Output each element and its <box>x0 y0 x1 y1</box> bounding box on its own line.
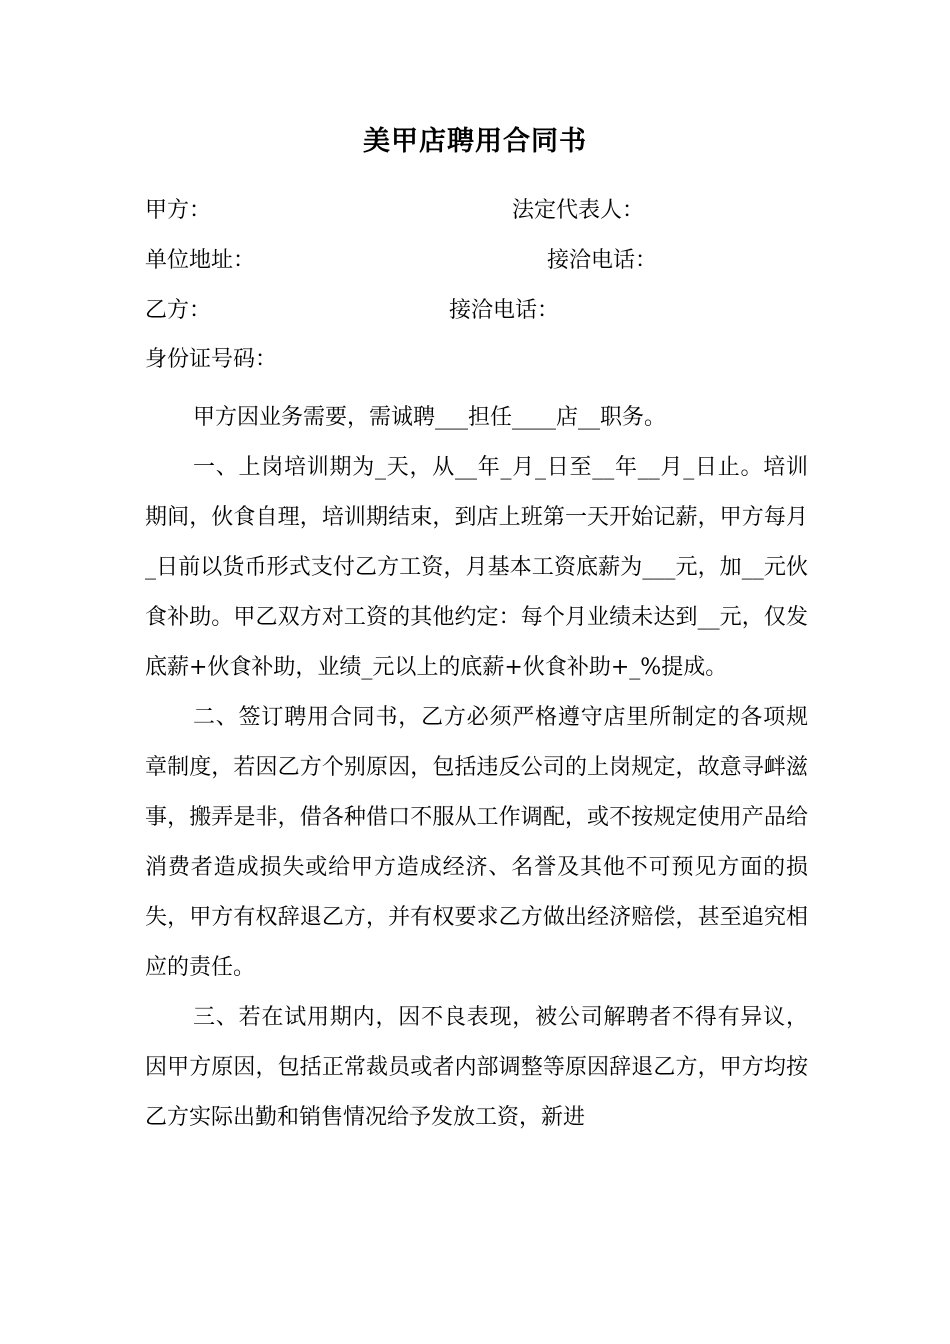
party-b-phone-label: 接洽电话： <box>449 298 560 323</box>
clause-1-paragraph: 一、上岗培训期为_天，从__年_月_日至__年__月_日止。培训期间，伙食自理，培训期结束，到店上班第一天开始记薪，甲方每月_日前以货币形式支付乙方工资，月基本工资底薪为___元，加__元伙食补助。甲乙双方对工资的其他约定：每个月业绩未达到__元，仅发底薪+伙食补助，业绩_元以上的底薪+伙食补助+_%提成。 <box>145 455 808 680</box>
id-number-label: 身份证号码： <box>145 347 278 372</box>
contract-body <box>145 393 808 1143</box>
document-title: 美甲店聘用合同书 <box>363 126 587 157</box>
clause-2-paragraph: 二、签订聘用合同书，乙方必须严格遵守店里所制定的各项规章制度，若因乙方个别原因，包括违反公司的上岗规定，故意寻衅滋事，搬弄是非，借各种借口不服从工作调配，或不按规定使用产品给消费者造成损失或给甲方造成经济、名誉及其他不可预见方面的损失，甲方有权辞退乙方，并有权要求乙方做出经济赔偿，甚至追究相应的责任。 <box>145 705 808 980</box>
party-a-label: 甲方： <box>145 198 212 223</box>
intro-paragraph: 甲方因业务需要，需诚聘___担任____店__职务。 <box>193 405 667 430</box>
party-b-label: 乙方： <box>145 298 212 323</box>
company-address-label: 单位地址： <box>145 248 256 273</box>
party-a-phone-label: 接洽电话： <box>547 248 658 273</box>
clause-3-paragraph: 三、若在试用期内，因不良表现，被公司解聘者不得有异议，因甲方原因，包括正常裁员或者内部调整等原因辞退乙方，甲方均按乙方实际出勤和销售情况给予发放工资，新进 <box>145 1005 808 1130</box>
legal-representative-label: 法定代表人： <box>512 198 645 223</box>
